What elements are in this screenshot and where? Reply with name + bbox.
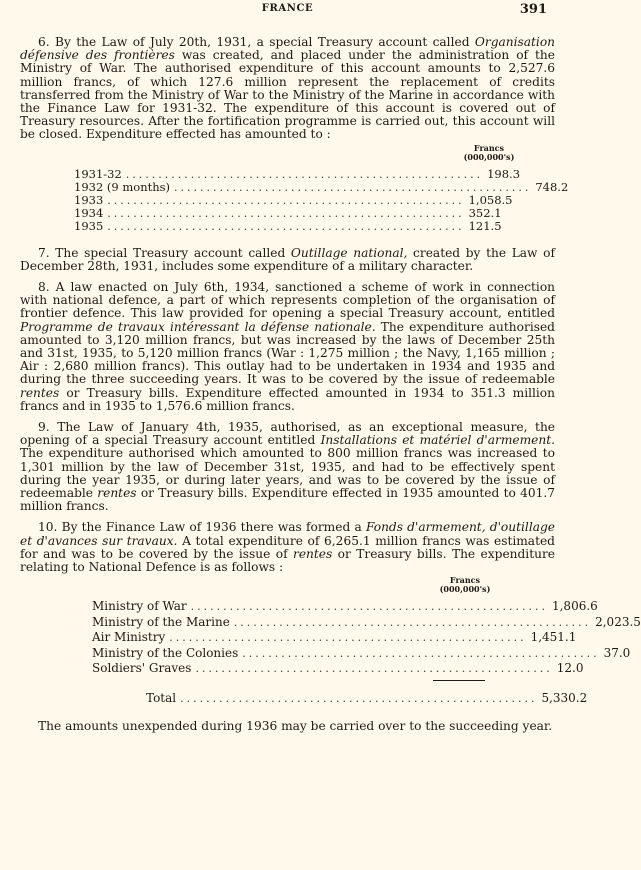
total-rule <box>433 680 485 681</box>
paragraph-7: 7. The special Treasury account called Outillage national, created by the Law of December 28th, 1931, includes some expenditure of a military character. <box>20 245 555 273</box>
table-row: 1931-32 ....................................................... 198.3 <box>74 166 521 181</box>
term-rentes: rentes <box>293 546 333 561</box>
expenditure-table-1 <box>74 142 569 233</box>
table-row: Ministry of War ....................................................... 1,806.6 <box>92 599 598 614</box>
term-installations-et-materiel: Installations et matériel d'armement. <box>320 433 556 448</box>
running-title: FRANCE <box>261 3 314 14</box>
table2-column-header: Francs (000,000's) <box>439 575 491 595</box>
expenditure-table-2 <box>92 575 641 706</box>
term-outillage-national: Outillage national, <box>290 245 408 260</box>
total-row: Total ....................................................... 5,330.2 <box>146 690 588 705</box>
table-row: 1935 ....................................................... 121.5 <box>74 218 502 233</box>
paragraph-6: 6. By the Law of July 20th, 1931, a special Treasury account called Organisation défensive des frontières was created, and placed under the administration of the Ministry of War. The authorised expenditure of this account amounts to 2,527.6 million francs, of which 127.6 million represent the replacement of credits transferred from the Ministry of War to the Ministry of the Marine in accordance with the Finance Law for 1931-32. The expenditure of this account is covered out of Treasury resources. After the fortification programme is carried out, this account will be closed. Expenditure effected has amounted to : <box>20 35 556 142</box>
table-row: Soldiers' Graves ....................................................... 12.0 <box>92 661 584 676</box>
term-rentes: rentes <box>20 385 60 400</box>
table-row: Ministry of the Marine ....................................................... 2,023.5 <box>92 614 641 629</box>
term-fonds-d-armement: Fonds d'armement, d'outillage et d'avances sur travaux. <box>20 520 555 548</box>
table1-column-header: Francs (000,000's) <box>463 142 515 162</box>
table-row: Ministry of the Colonies ....................................................... 37.0 <box>92 645 631 660</box>
term-rentes: rentes <box>97 486 137 501</box>
term-organisation-defensive: Organisation défensive des frontières <box>20 35 556 63</box>
table-row: 1933 ....................................................... 1,058.5 <box>74 192 513 207</box>
closing-paragraph: The amounts unexpended during 1936 may be carried over to the succeeding year. <box>38 719 553 734</box>
paragraph-9: 9. The Law of January 4th, 1935, authorised, as an exceptional measure, the opening of a special Treasury account entitled Installations et matériel d'armement. The expenditure authorised which amounted to 800 million francs was increased to 1,301 million by the law of December 31st, 1935, and had to be effectively spent during the year 1935, or during later years, and was to be covered by the issue of redeemable rentes or Treasury bills. Expenditure effected in 1935 amounted to 401.7 million francs. <box>20 420 556 514</box>
page-header <box>20 0 555 20</box>
term-programme-de-travaux: Programme de travaux intéressant la défense nationale. <box>20 319 376 334</box>
table-row: Air Ministry ....................................................... 1,451.1 <box>92 630 577 645</box>
paragraph-8: 8. A law enacted on July 6th, 1934, sanctioned a scheme of work in connection with national defence, a part of which represents completion of the organisation of frontier defence. This law provided for opening a special Treasury account, entitled Programme de travaux intéressant la défense nationale. The expenditure authorised amounted to 3,120 million francs, but was increased by the laws of December 25th and 31st, 1935, to 5,120 million francs (War : 1,275 million ; the Navy, 1,165 million ; Air : 2,680 million francs). This outlay had to be undertaken in 1934 and 1935 and during the three succeeding years. It was to be covered by the issue of redeemable rentes or Treasury bills. Expenditure effected amounted in 1934 to 351.3 million francs and in 1935 to 1,576.6 million francs. <box>20 280 556 413</box>
paragraph-10: 10. By the Finance Law of 1936 there was formed a Fonds d'armement, d'outillage et d'avances sur travaux. A total expenditure of 6,265.1 million francs was estimated for and was to be covered by the issue of rentes or Treasury bills. The expenditure relating to National Defence is as follows : <box>20 520 555 575</box>
table-row: 1932 (9 months) ....................................................... 748.2 <box>74 179 569 194</box>
page-number: 391 <box>519 2 547 17</box>
table-row: 1934 ....................................................... 352.1 <box>74 205 502 220</box>
